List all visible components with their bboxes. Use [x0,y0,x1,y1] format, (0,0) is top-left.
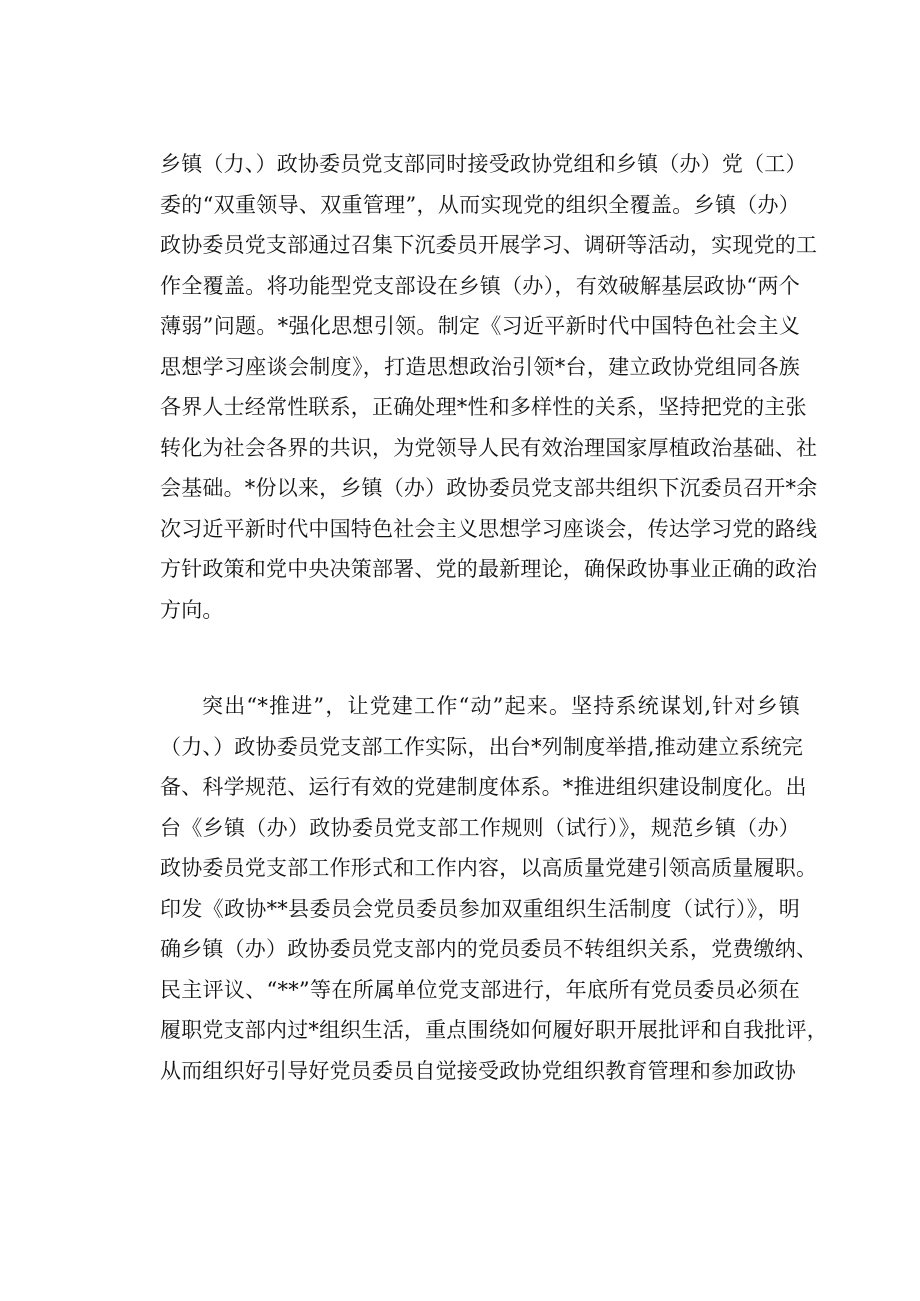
text-line: 从而组织好引导好党员委员自觉接受政协党组织教育管理和参加政协 [160,1058,796,1083]
text-line: 思想学习座谈会制度》，打造思想政治引领*台，建立政协党组同各族 [160,354,800,379]
text-line: 薄弱”问题。*强化思想引领。制定《习近平新时代中国特色社会主义 [160,314,800,338]
text-line: 方针政策和党中央决策部署、党的最新理论，确保政协事业正确的政治 [160,557,818,581]
text-line: （力、）政协委员党支部工作实际，出台*列制度举措,推动建立系统完 [160,734,804,759]
text-line: 台《乡镇（办）政协委员党支部工作规则（试行）》，规范乡镇（办） [160,815,800,840]
text-line: 履职党支部内过*组织生活，重点围绕如何履好职开展批评和自我批评， [160,1018,828,1042]
text-line: 委的“双重领导、双重管理”，从而实现党的组织全覆盖。乡镇（办） [160,192,800,217]
text-line: 乡镇（力、）政协委员党支部同时接受政协党组和乡镇（办）党（工） [160,152,807,176]
text-line: 突出“*推进”，让党建工作“动”起来。坚持系统谋划,针对乡镇 [202,694,800,718]
paragraph-1 [160,144,818,630]
text-line: 民主评议、“**”等在所属单位党支部进行，年底所有党员委员必须在 [160,977,800,1002]
text-line: 政协委员党支部通过召集下沉委员开展学习、调研等活动，实现党的工 [160,233,818,257]
paragraph-2 [160,686,828,1091]
text-line: 确乡镇（办）政协委员党支部内的党员委员不转组织关系，党费缴纳、 [160,937,818,961]
text-line: 备、科学规范、运行有效的党建制度体系。*推进组织建设制度化。出 [160,775,807,799]
text-line: 各界人士经常性联系，正确处理*性和多样性的关系，坚持把党的主张 [160,395,807,419]
text-line: 政协委员党支部工作形式和工作内容，以高质量党建引领高质量履职。 [160,856,818,880]
text-line: 会基础。*份以来，乡镇（办）政协委员党支部共组织下沉委员召开*余 [160,476,818,500]
text-line: 转化为社会各界的共识，为党领导人民有效治理国家厚植政治基础、社 [160,435,818,460]
text-line: 次习近平新时代中国特色社会主义思想学习座谈会，传达学习党的路线 [160,516,818,541]
text-line: 作全覆盖。将功能型党支部设在乡镇（办），有效破解基层政协“两个 [160,273,800,298]
text-line: 方向。 [160,597,224,622]
text-line: 印发《政协**县委员会党员委员参加双重组织生活制度（试行）》，明 [160,896,800,921]
